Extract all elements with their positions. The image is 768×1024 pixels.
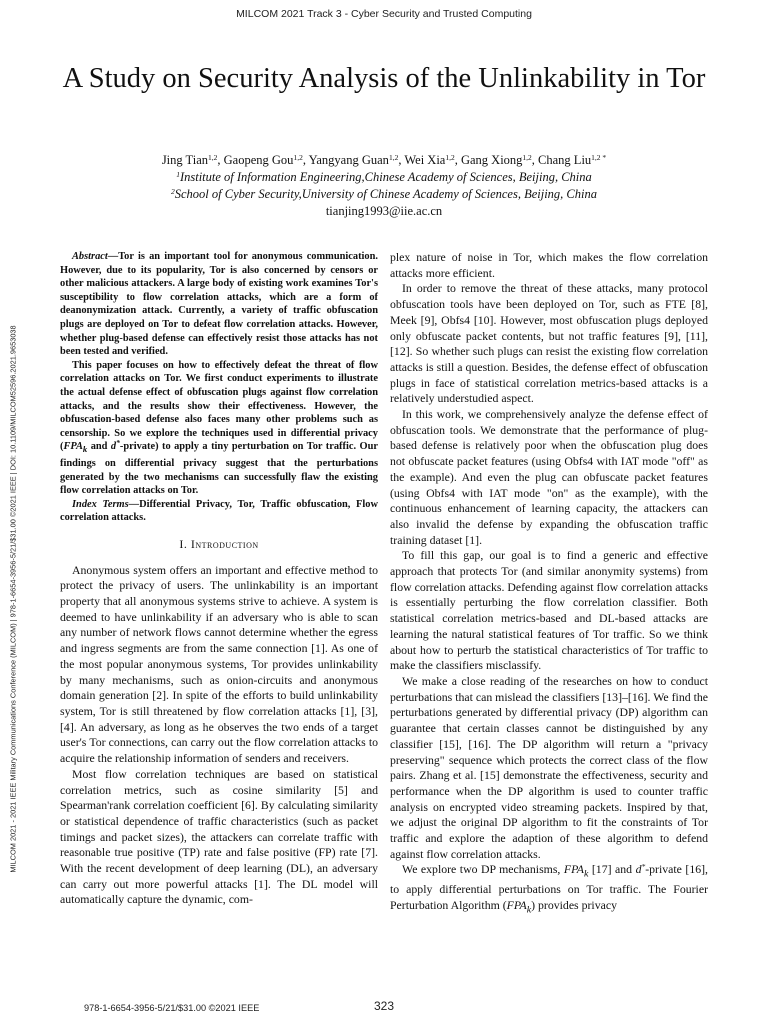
author: Chang Liu$^{1,2 *}$ (538, 153, 607, 167)
author: Gang Xiong$^{1,2}$, (460, 153, 539, 167)
abstract-label: Abstract (72, 251, 108, 262)
author-list (40, 152, 728, 169)
abstract-paragraph: This paper focuses on how to effectively defeat the threat of flow correlation attacks on Tor. We first conduct experiments to illustrate the actual defense effect of obfuscation plugs against flow correlation attacks, and the results show their effectiveness. However, the obfuscation-based defense also faces many other problems such as censorship. So we explore the techniques used in differential privacy ($FPA_k$ and d*-private) to apply a tiny perturbation on Tor traffic. Our findings on differential privacy suggest that the perturbations generated by the two mechanisms can successfully flaw the existing flow correlation attacks on Tor. (60, 359, 378, 497)
author-email: tianjing1993@iie.ac.cn (325, 204, 443, 218)
affiliation: $^1$Institute of Information Engineering,Chinese Academy of Sciences, Beijing, China (176, 170, 592, 184)
body-paragraph: We make a close reading of the researches on how to conduct perturbations that can mislead the classifiers [13]–[16]. We find the perturbations generated by differential privacy (DP) algorithm can guarantee that certain classes cannot be distinguished by any classifier [15], [16]. The DP algorithm will return a "privacy preserving" sequence which protects the correct class of the flow pairs. Zhang et al. [15] demonstrate the effectiveness, security and performance when the DP algorithm is used to counter traffic analysis on encrypted video streaming packets. Inspired by that, we adjust the original DP algorithm to fit the constraints of Tor traffic and explore the adaption of these algorithm to defend against flow correlation attacks. (390, 673, 708, 861)
author: Wei Xia$^{1,2}$, (404, 153, 461, 167)
body-paragraph: plex nature of noise in Tor, which makes the flow correlation attacks more efficient. (390, 250, 708, 280)
copyright-footer: 978-1-6654-3956-5/21/$31.00 ©2021 IEEE (84, 1003, 260, 1013)
body-paragraph: Most flow correlation techniques are based on statistical correlation metrics, such as cosine similarity [5] and Spearman'rank correlation coefficient [6]. By calculating similarity or statistical dependence of traffic characteristics (such as packet timings and packet sizes), the attackers can correlate traffic with reasonable true positive (TP) rate and false positive (FP) rate [7]. With the recent development of deep learning (DL), an adversary can carry out more powerful attacks [1]. The DL model will automatically capture the dynamic, com- (60, 766, 378, 907)
index-terms-label: Index Terms (72, 498, 129, 510)
author-block (40, 152, 728, 220)
body-paragraph: In order to remove the threat of these attacks, many protocol obfuscation tools have been deployed on Tor, such as FTE [8], Meek [9], Obfs4 [10]. However, most obfuscation plugs deployed only obfuscate packet contents, but not traffic features [9], [11], [12]. So whether such plugs can resist the existing flow correlation attacks is still a question. Besides, the defense effect of obfuscation plugs in face of statistical correlation metrics-based attacks is a relatively understudied aspect. (390, 281, 708, 406)
doi-sidebar (4, 248, 22, 950)
index-terms: Index Terms—Differential Privacy, Tor, Traffic obfuscation, Flow correlation attacks. (60, 498, 378, 524)
body-paragraph: To fill this gap, our goal is to find a generic and effective approach that protects Tor (and similar anonymity systems) from flow correlation attacks. Defending against flow correlation attacks is essentially perturbing the flow correlation classifier. Both statistical correlation metrics-based and DL-based attacks are learning the natural statistical features of Tor traffic. So we think about how to perturb the statistical characteristics of Tor traffic to make the classifiers misclassify. (390, 548, 708, 673)
left-column (60, 250, 378, 908)
body-paragraph: Anonymous system offers an important and effective method to protect the privacy of users. The unlinkability is an important property that all anonymous systems strive to achieve. A system is deemed to have unlinkability if an adversary who is able to scan any number of network flows cannot determine whether the egress and ingress segments are from the same connection [1]. As one of the most popular anonymous systems, Tor provides unlinkability by many mechanisms, such as onion-circuits and anonymous domain generation [2]. In spite of the efforts to build unlinkability system, Tor is still threatened by flow correlation attacks [1], [3], [4]. An adversary, as long as he observes the two ends of a target user's Tor connections, can carry out the flow correlation attacks to acquire the relationship information of senders and receivers. (60, 562, 378, 766)
right-column (390, 250, 708, 918)
author: Yangyang Guan$^{1,2}$, (308, 153, 405, 167)
abstract (60, 250, 378, 525)
author: Gaopeng Gou$^{1,2}$, (223, 153, 309, 167)
doi-sidebar-text: MILCOM 2021 - 2021 IEEE Military Communications Conference (MILCOM) | 978-1-6654-3956-5/21/$31.00 ©2021 IEEE | DOI: 10.1109/MILCOM52596.2021.9653038 (8, 325, 18, 873)
page-number: 323 (373, 999, 395, 1013)
section-heading: I. Introduction (179, 536, 259, 551)
body-paragraph: We explore two DP mechanisms, $FPA_k$ [17] and d*-private [16], to apply differential perturbations on Tor traffic. The Fourier Perturbation Algorithm $(FPA_k)$ provides privacy (390, 862, 708, 916)
abstract-paragraph: Abstract—Tor is an important tool for anonymous communication. However, due to its popularity, Tor is also concerned by censors or other malicious attackers. A large body of existing work examines Tor's susceptibility to flow correlation attacks, which are a form of deanonymization attack. Currently, a variety of traffic obfuscation plugs are deployed on Tor to defeat flow correlation attacks. However, whether plug-based defense can effectively resist those attacks has not been tested and verified. (60, 251, 378, 358)
paper-title: A Study on Security Analysis of the Unlinkability in Tor (62, 63, 706, 94)
affiliation: $^2$School of Cyber Security,University of Chinese Academy of Sciences, Beijing, China (171, 187, 597, 201)
author: Jing Tian$^{1,2}$, (161, 153, 224, 167)
body-paragraph: In this work, we comprehensively analyze the defense effect of obfuscation tools. We demonstrate that the performance of plug-based defense is relatively poor when the obfuscation plug does not obfuscate packet features (using Obfs4 with IAT mode "off" as the example). And even the plug can obfuscate packet features (using Obfs4 with IAT mode "on" as the example), with the continuous enhancement of learning capacity, the attackers can also invalid the defense by expanding the obfuscation traffic training dataset [1]. (390, 407, 708, 547)
running-header: MILCOM 2021 Track 3 - Cyber Security and Trusted Computing (236, 8, 532, 20)
